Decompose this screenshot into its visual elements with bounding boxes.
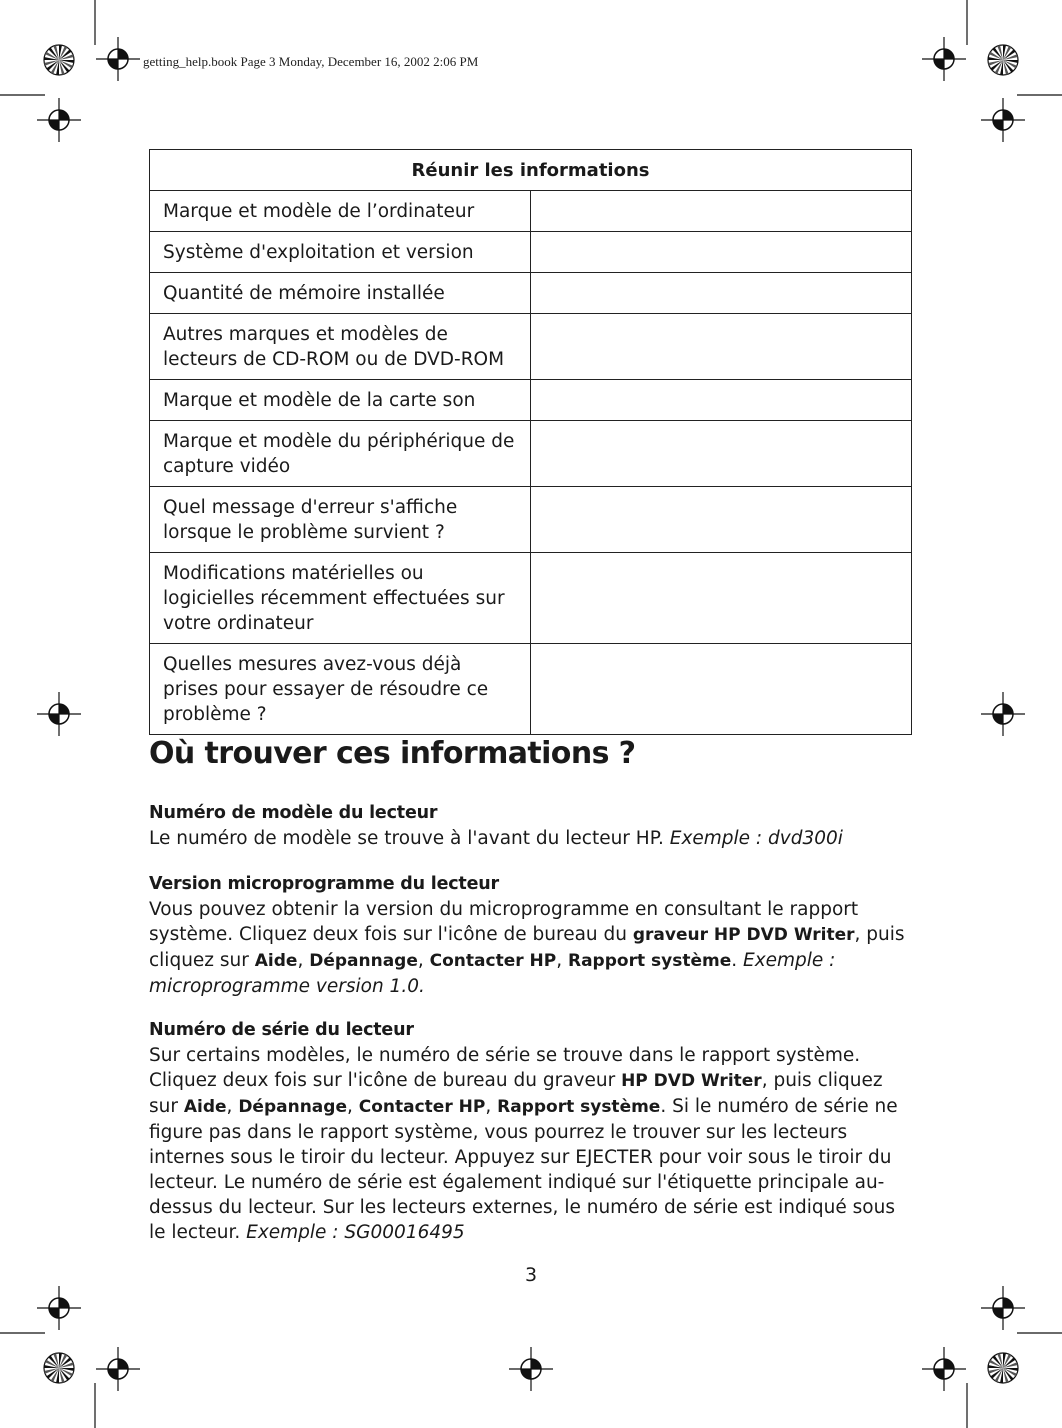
row-label: Marque et modèle de l’ordinateur xyxy=(150,191,531,232)
serial-bold-term: HP DVD Writer xyxy=(621,1071,762,1091)
row-label: Quantité de mémoire installée xyxy=(150,273,531,314)
serial-bold-term: Dépannage xyxy=(238,1097,347,1117)
table-row xyxy=(150,314,912,380)
table-header-row xyxy=(150,150,912,191)
table-title: Réunir les informations xyxy=(150,150,912,191)
firmware-bold-term: Rapport système xyxy=(568,951,732,971)
table-row xyxy=(150,644,912,735)
table-row xyxy=(150,191,912,232)
firmware-section xyxy=(149,872,914,999)
table-row xyxy=(150,487,912,553)
model-number-heading: Numéro de modèle du lecteur xyxy=(149,803,438,823)
row-value xyxy=(531,232,912,273)
firmware-text-part: , puis cliquez sur xyxy=(149,924,905,971)
serial-number-section xyxy=(149,1018,914,1245)
serial-text-part: Sur certains modèles, le numéro de série se trouve dans le rapport système. Cliquez deux fois sur l'icône de bureau du graveur xyxy=(149,1045,861,1091)
row-label: Modifications matérielles ou logicielles récemment effectuées sur votre ordinateur xyxy=(150,553,531,644)
row-value xyxy=(531,273,912,314)
serial-text-part: , puis cliquez sur xyxy=(149,1070,883,1117)
serial-bold-term: Aide xyxy=(183,1097,227,1117)
table-row xyxy=(150,232,912,273)
row-value xyxy=(531,644,912,735)
serial-example: Exemple : SG00016495 xyxy=(246,1222,465,1243)
serial-bold-term: Contacter HP xyxy=(358,1097,486,1117)
serial-text-part: , xyxy=(346,1096,359,1117)
model-number-section xyxy=(149,801,914,851)
row-value xyxy=(531,421,912,487)
firmware-bold-term: Aide xyxy=(254,951,298,971)
row-label: Marque et modèle de la carte son xyxy=(150,380,531,421)
row-label: Quelles mesures avez-vous déjà prises pour essayer de résoudre ce problème ? xyxy=(150,644,531,735)
firmware-text-part: . xyxy=(731,950,743,971)
row-value xyxy=(531,553,912,644)
info-table xyxy=(149,149,912,735)
model-number-body: Le numéro de modèle se trouve à l'avant du lecteur HP. xyxy=(149,828,670,849)
row-value xyxy=(531,487,912,553)
firmware-text-part: , xyxy=(556,950,568,971)
table-row xyxy=(150,273,912,314)
row-value xyxy=(531,191,912,232)
model-number-example: Exemple : dvd300i xyxy=(669,828,843,849)
row-value xyxy=(531,314,912,380)
table-row xyxy=(150,380,912,421)
header-slug: getting_help.book Page 3 Monday, December 16, 2002 2:06 PM xyxy=(143,54,479,69)
row-label: Quel message d'erreur s'affiche lorsque le problème survient ? xyxy=(150,487,531,553)
serial-number-heading: Numéro de série du lecteur xyxy=(149,1020,414,1040)
serial-text-part: , xyxy=(485,1096,498,1117)
firmware-bold-term: Contacter HP xyxy=(429,951,557,971)
serial-number-text xyxy=(149,1043,914,1245)
serial-bold-term: Rapport système xyxy=(497,1097,661,1117)
row-label: Système d'exploitation et version xyxy=(150,232,531,273)
firmware-text-part: Vous pouvez obtenir la version du microprogramme en consultant le rapport système. Cliquez deux fois sur l'icône de bureau du xyxy=(149,899,859,945)
firmware-text-part: , xyxy=(297,950,310,971)
firmware-heading: Version microprogramme du lecteur xyxy=(149,874,499,894)
section-title: Où trouver ces informations ? xyxy=(149,736,636,771)
firmware-bold-term: graveur HP DVD Writer xyxy=(632,925,855,945)
serial-text-part: . Si le numéro de série ne figure pas dans le rapport système, vous pourrez le trouver sur les lecteurs internes sous le tiroir du lecteur. Appuyez sur EJECTER pour voir sous le tiroir du lecteur. Le numéro de série est également indiqué sur l'étiquette principale au-dessus du lecteur. Sur les lecteurs externes, le numéro de série est indiqué sous le lecteur. xyxy=(149,1096,898,1243)
serial-text-part: , xyxy=(226,1096,239,1117)
row-value xyxy=(531,380,912,421)
table-row xyxy=(150,421,912,487)
firmware-text-part: , xyxy=(417,950,430,971)
page-number: 3 xyxy=(524,1264,538,1286)
table-row xyxy=(150,553,912,644)
model-number-text xyxy=(149,826,914,851)
firmware-bold-term: Dépannage xyxy=(309,951,418,971)
firmware-text xyxy=(149,897,914,999)
row-label: Autres marques et modèles de lecteurs de CD-ROM ou de DVD-ROM xyxy=(150,314,531,380)
firmware-example: Exemple : microprogramme version 1.0. xyxy=(149,950,836,997)
row-label: Marque et modèle du périphérique de capture vidéo xyxy=(150,421,531,487)
